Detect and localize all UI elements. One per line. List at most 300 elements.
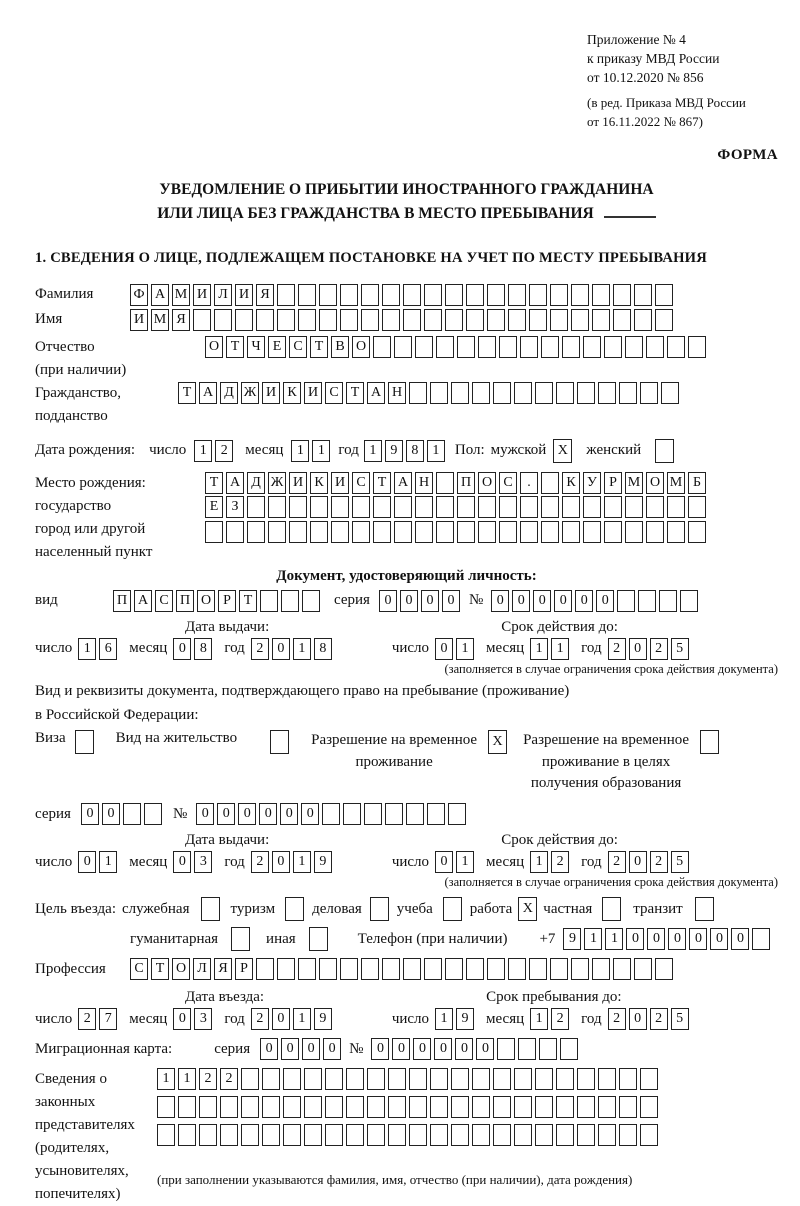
char-cell[interactable] [457,496,475,518]
char-cell[interactable]: К [283,382,301,404]
char-cell[interactable] [508,309,526,331]
char-cell[interactable]: 0 [554,590,572,612]
char-cell[interactable] [625,496,643,518]
char-cell[interactable] [688,336,706,358]
char-cell[interactable] [493,1068,511,1090]
char-cell[interactable]: 1 [78,638,96,660]
char-cell[interactable]: 0 [435,638,453,660]
char-cell[interactable]: 8 [314,638,332,660]
purpose-transit-checkbox[interactable] [695,897,714,921]
char-cell[interactable] [331,496,349,518]
char-cell[interactable]: 0 [371,1038,389,1060]
char-cell[interactable] [487,309,505,331]
char-cell[interactable] [394,496,412,518]
char-cell[interactable]: Т [205,472,223,494]
char-cell[interactable] [571,958,589,980]
char-cell[interactable]: 2 [650,1008,668,1030]
char-cell[interactable]: 7 [99,1008,117,1030]
char-cell[interactable] [289,521,307,543]
char-cell[interactable]: 0 [217,803,235,825]
char-cell[interactable] [319,309,337,331]
char-cell[interactable]: О [205,336,223,358]
char-cell[interactable]: 9 [563,928,581,950]
char-cell[interactable]: Р [604,472,622,494]
char-cell[interactable]: М [151,309,169,331]
char-cell[interactable] [409,1124,427,1146]
char-cell[interactable] [373,496,391,518]
char-cell[interactable] [430,1124,448,1146]
char-cell[interactable]: 1 [605,928,623,950]
char-cell[interactable] [361,284,379,306]
char-cell[interactable]: 0 [280,803,298,825]
char-cell[interactable] [340,958,358,980]
char-cell[interactable]: А [134,590,152,612]
char-cell[interactable] [499,521,517,543]
char-cell[interactable]: С [325,382,343,404]
char-cell[interactable] [499,336,517,358]
char-cell[interactable]: 0 [173,851,191,873]
char-cell[interactable] [352,521,370,543]
char-cell[interactable] [562,336,580,358]
char-cell[interactable] [646,521,664,543]
char-cell[interactable]: Т [151,958,169,980]
char-cell[interactable] [535,1096,553,1118]
char-cell[interactable] [445,309,463,331]
char-cell[interactable] [346,1096,364,1118]
char-cell[interactable] [388,1096,406,1118]
char-cell[interactable]: Д [220,382,238,404]
char-cell[interactable]: С [289,336,307,358]
char-cell[interactable] [325,1096,343,1118]
char-cell[interactable] [577,1068,595,1090]
char-cell[interactable] [478,336,496,358]
char-cell[interactable]: 9 [314,851,332,873]
char-cell[interactable] [655,958,673,980]
purpose-other-checkbox[interactable] [309,927,328,951]
char-cell[interactable]: Б [688,472,706,494]
char-cell[interactable] [646,336,664,358]
char-cell[interactable] [319,284,337,306]
char-cell[interactable]: 0 [533,590,551,612]
char-cell[interactable]: П [457,472,475,494]
residence-permit-checkbox[interactable] [270,730,289,754]
char-cell[interactable] [178,1096,196,1118]
char-cell[interactable] [277,284,295,306]
char-cell[interactable]: З [226,496,244,518]
char-cell[interactable]: 0 [647,928,665,950]
char-cell[interactable]: К [310,472,328,494]
char-cell[interactable] [451,382,469,404]
char-cell[interactable] [640,382,658,404]
char-cell[interactable] [281,590,299,612]
char-cell[interactable]: 1 [530,1008,548,1030]
char-cell[interactable] [478,521,496,543]
char-cell[interactable] [457,336,475,358]
char-cell[interactable] [529,309,547,331]
char-cell[interactable] [144,803,162,825]
char-cell[interactable]: 2 [650,851,668,873]
char-cell[interactable]: 1 [99,851,117,873]
char-cell[interactable]: Е [268,336,286,358]
char-cell[interactable] [436,496,454,518]
char-cell[interactable]: 0 [442,590,460,612]
char-cell[interactable]: 0 [575,590,593,612]
char-cell[interactable] [562,521,580,543]
char-cell[interactable]: 2 [251,1008,269,1030]
char-cell[interactable] [340,309,358,331]
char-cell[interactable] [361,309,379,331]
char-cell[interactable] [478,496,496,518]
char-cell[interactable]: 1 [293,851,311,873]
char-cell[interactable]: Т [178,382,196,404]
char-cell[interactable] [493,382,511,404]
char-cell[interactable] [424,309,442,331]
char-cell[interactable]: 0 [81,803,99,825]
char-cell[interactable] [577,382,595,404]
char-cell[interactable] [550,284,568,306]
char-cell[interactable]: О [478,472,496,494]
char-cell[interactable] [529,958,547,980]
char-cell[interactable]: 1 [456,638,474,660]
char-cell[interactable]: 9 [385,440,403,462]
purpose-work-checkbox[interactable]: X [518,897,537,921]
char-cell[interactable]: 0 [196,803,214,825]
char-cell[interactable]: 2 [220,1068,238,1090]
char-cell[interactable] [598,1068,616,1090]
char-cell[interactable] [415,521,433,543]
char-cell[interactable] [427,803,445,825]
char-cell[interactable] [409,1068,427,1090]
char-cell[interactable]: 1 [291,440,309,462]
char-cell[interactable] [487,284,505,306]
char-cell[interactable] [262,1124,280,1146]
char-cell[interactable]: О [352,336,370,358]
char-cell[interactable] [247,521,265,543]
char-cell[interactable] [667,336,685,358]
char-cell[interactable] [640,1068,658,1090]
char-cell[interactable] [457,521,475,543]
char-cell[interactable] [123,803,141,825]
char-cell[interactable] [514,382,532,404]
char-cell[interactable] [556,1096,574,1118]
char-cell[interactable]: Н [415,472,433,494]
char-cell[interactable]: К [562,472,580,494]
char-cell[interactable] [625,521,643,543]
char-cell[interactable] [638,590,656,612]
char-cell[interactable] [283,1096,301,1118]
char-cell[interactable] [550,309,568,331]
char-cell[interactable]: 1 [194,440,212,462]
char-cell[interactable]: 0 [259,803,277,825]
char-cell[interactable] [382,284,400,306]
char-cell[interactable] [598,1124,616,1146]
char-cell[interactable] [577,1124,595,1146]
char-cell[interactable] [560,1038,578,1060]
char-cell[interactable]: 0 [626,928,644,950]
char-cell[interactable]: Т [310,336,328,358]
char-cell[interactable] [617,590,635,612]
char-cell[interactable] [394,521,412,543]
char-cell[interactable] [592,958,610,980]
char-cell[interactable]: 0 [272,851,290,873]
char-cell[interactable]: 5 [671,638,689,660]
char-cell[interactable]: У [583,472,601,494]
char-cell[interactable] [331,521,349,543]
char-cell[interactable]: 2 [251,851,269,873]
char-cell[interactable]: И [289,472,307,494]
char-cell[interactable]: 0 [731,928,749,950]
char-cell[interactable]: Ф [130,284,148,306]
char-cell[interactable] [157,1096,175,1118]
char-cell[interactable] [262,1068,280,1090]
char-cell[interactable] [667,496,685,518]
char-cell[interactable]: О [197,590,215,612]
char-cell[interactable] [634,958,652,980]
char-cell[interactable] [403,958,421,980]
char-cell[interactable]: Т [239,590,257,612]
char-cell[interactable] [325,1124,343,1146]
char-cell[interactable] [556,1124,574,1146]
char-cell[interactable]: 1 [427,440,445,462]
char-cell[interactable] [382,309,400,331]
char-cell[interactable] [466,958,484,980]
char-cell[interactable] [451,1096,469,1118]
char-cell[interactable]: 1 [157,1068,175,1090]
char-cell[interactable]: И [130,309,148,331]
char-cell[interactable]: 0 [78,851,96,873]
char-cell[interactable]: Т [346,382,364,404]
char-cell[interactable]: . [520,472,538,494]
char-cell[interactable]: 6 [99,638,117,660]
char-cell[interactable]: 2 [551,851,569,873]
char-cell[interactable] [518,1038,536,1060]
char-cell[interactable] [361,958,379,980]
char-cell[interactable] [298,958,316,980]
char-cell[interactable] [445,958,463,980]
char-cell[interactable] [472,1124,490,1146]
char-cell[interactable] [493,1124,511,1146]
char-cell[interactable] [541,521,559,543]
char-cell[interactable]: 2 [199,1068,217,1090]
char-cell[interactable] [604,521,622,543]
char-cell[interactable] [592,309,610,331]
char-cell[interactable] [598,382,616,404]
purpose-tourism-checkbox[interactable] [285,897,304,921]
char-cell[interactable]: В [331,336,349,358]
char-cell[interactable]: 2 [650,638,668,660]
char-cell[interactable] [415,336,433,358]
char-cell[interactable] [472,1096,490,1118]
char-cell[interactable]: 1 [551,638,569,660]
char-cell[interactable] [583,496,601,518]
char-cell[interactable]: 1 [293,1008,311,1030]
char-cell[interactable]: С [352,472,370,494]
char-cell[interactable]: 2 [608,851,626,873]
char-cell[interactable] [310,521,328,543]
char-cell[interactable] [322,803,340,825]
char-cell[interactable]: 0 [281,1038,299,1060]
char-cell[interactable] [541,336,559,358]
char-cell[interactable]: 1 [435,1008,453,1030]
char-cell[interactable] [262,1096,280,1118]
char-cell[interactable] [302,590,320,612]
char-cell[interactable]: О [646,472,664,494]
char-cell[interactable]: 8 [194,638,212,660]
char-cell[interactable] [619,1124,637,1146]
char-cell[interactable]: И [193,284,211,306]
char-cell[interactable] [466,309,484,331]
char-cell[interactable]: 0 [379,590,397,612]
char-cell[interactable] [367,1096,385,1118]
char-cell[interactable] [436,472,454,494]
char-cell[interactable]: 0 [323,1038,341,1060]
char-cell[interactable] [277,309,295,331]
char-cell[interactable] [613,309,631,331]
char-cell[interactable]: 1 [312,440,330,462]
char-cell[interactable]: Д [247,472,265,494]
char-cell[interactable]: 9 [456,1008,474,1030]
char-cell[interactable]: 0 [400,590,418,612]
char-cell[interactable] [508,284,526,306]
char-cell[interactable] [571,284,589,306]
char-cell[interactable]: 0 [455,1038,473,1060]
char-cell[interactable] [304,1068,322,1090]
char-cell[interactable]: 5 [671,851,689,873]
char-cell[interactable] [157,1124,175,1146]
char-cell[interactable] [394,336,412,358]
char-cell[interactable]: И [331,472,349,494]
char-cell[interactable] [283,1068,301,1090]
char-cell[interactable]: 1 [456,851,474,873]
char-cell[interactable]: 0 [434,1038,452,1060]
char-cell[interactable] [346,1068,364,1090]
char-cell[interactable] [625,336,643,358]
char-cell[interactable] [497,1038,515,1060]
char-cell[interactable] [529,284,547,306]
char-cell[interactable] [556,1068,574,1090]
char-cell[interactable]: М [667,472,685,494]
char-cell[interactable]: Ж [241,382,259,404]
char-cell[interactable] [346,1124,364,1146]
char-cell[interactable] [430,1096,448,1118]
char-cell[interactable]: 2 [608,638,626,660]
char-cell[interactable] [409,382,427,404]
char-cell[interactable]: 2 [78,1008,96,1030]
char-cell[interactable]: Е [205,496,223,518]
char-cell[interactable]: 1 [530,638,548,660]
char-cell[interactable] [325,1068,343,1090]
char-cell[interactable] [424,958,442,980]
char-cell[interactable] [304,1124,322,1146]
char-cell[interactable] [241,1096,259,1118]
char-cell[interactable] [571,309,589,331]
char-cell[interactable]: 1 [364,440,382,462]
char-cell[interactable] [604,496,622,518]
char-cell[interactable] [613,284,631,306]
char-cell[interactable]: 0 [435,851,453,873]
char-cell[interactable] [220,1096,238,1118]
char-cell[interactable] [539,1038,557,1060]
char-cell[interactable] [214,309,232,331]
char-cell[interactable] [436,521,454,543]
char-cell[interactable] [178,1124,196,1146]
char-cell[interactable] [577,1096,595,1118]
char-cell[interactable] [487,958,505,980]
char-cell[interactable] [430,1068,448,1090]
purpose-business-checkbox[interactable] [370,897,389,921]
char-cell[interactable]: 0 [476,1038,494,1060]
char-cell[interactable] [364,803,382,825]
char-cell[interactable]: Т [226,336,244,358]
char-cell[interactable]: Я [172,309,190,331]
char-cell[interactable] [448,803,466,825]
char-cell[interactable]: 0 [301,803,319,825]
char-cell[interactable] [256,309,274,331]
char-cell[interactable]: 0 [629,1008,647,1030]
char-cell[interactable] [430,382,448,404]
char-cell[interactable] [520,521,538,543]
char-cell[interactable]: 8 [406,440,424,462]
char-cell[interactable] [340,284,358,306]
char-cell[interactable] [451,1124,469,1146]
char-cell[interactable] [661,382,679,404]
char-cell[interactable] [583,336,601,358]
char-cell[interactable] [472,1068,490,1090]
char-cell[interactable] [298,284,316,306]
char-cell[interactable]: 0 [173,1008,191,1030]
char-cell[interactable] [619,1068,637,1090]
char-cell[interactable] [514,1068,532,1090]
char-cell[interactable]: А [226,472,244,494]
char-cell[interactable] [268,496,286,518]
char-cell[interactable] [520,336,538,358]
char-cell[interactable]: 2 [215,440,233,462]
char-cell[interactable] [268,521,286,543]
char-cell[interactable]: 0 [629,638,647,660]
sex-female-checkbox[interactable] [655,439,674,463]
char-cell[interactable] [550,958,568,980]
char-cell[interactable] [289,496,307,518]
char-cell[interactable]: П [113,590,131,612]
char-cell[interactable]: П [176,590,194,612]
char-cell[interactable] [634,284,652,306]
char-cell[interactable]: Я [256,284,274,306]
char-cell[interactable] [466,284,484,306]
char-cell[interactable] [583,521,601,543]
edu-residence-checkbox[interactable] [700,730,719,754]
char-cell[interactable] [659,590,677,612]
char-cell[interactable]: С [130,958,148,980]
char-cell[interactable] [199,1124,217,1146]
char-cell[interactable]: 0 [421,590,439,612]
char-cell[interactable] [688,521,706,543]
char-cell[interactable] [619,1096,637,1118]
char-cell[interactable] [343,803,361,825]
char-cell[interactable]: Т [373,472,391,494]
char-cell[interactable] [199,1096,217,1118]
char-cell[interactable]: 0 [392,1038,410,1060]
char-cell[interactable] [310,496,328,518]
char-cell[interactable]: Ж [268,472,286,494]
char-cell[interactable]: 0 [512,590,530,612]
char-cell[interactable] [667,521,685,543]
purpose-study-checkbox[interactable] [443,897,462,921]
char-cell[interactable]: 1 [530,851,548,873]
char-cell[interactable] [445,284,463,306]
char-cell[interactable]: 0 [596,590,614,612]
char-cell[interactable] [373,521,391,543]
char-cell[interactable] [388,1068,406,1090]
